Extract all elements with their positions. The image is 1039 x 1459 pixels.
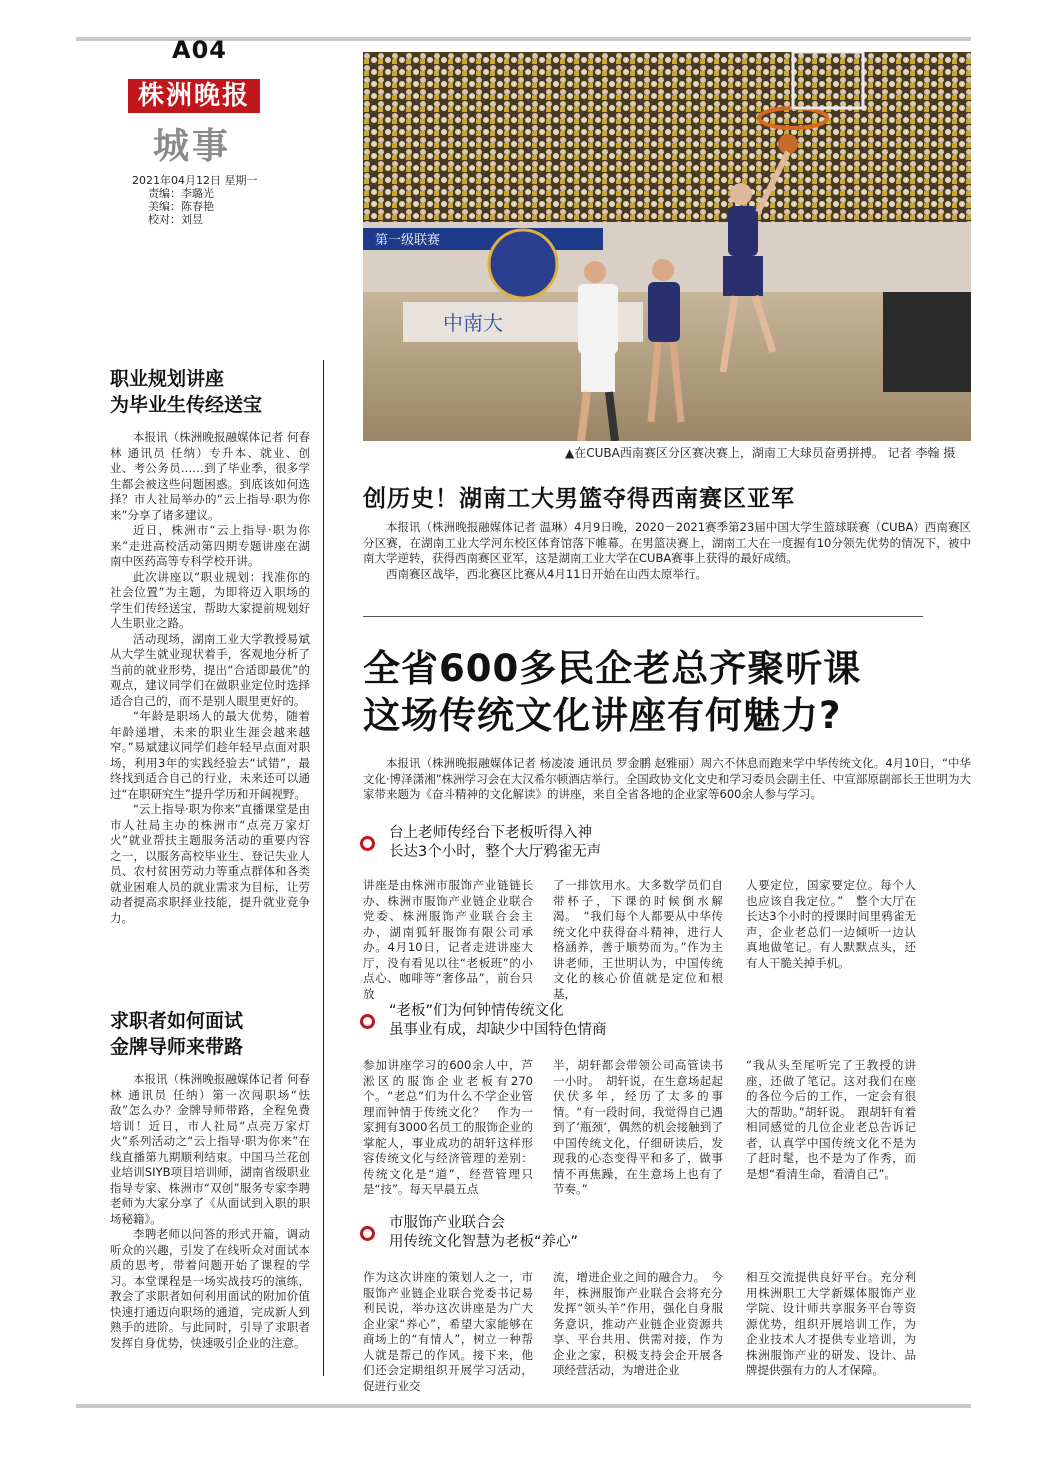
red-ring-icon (360, 836, 375, 851)
banner-text: 第一级联赛 (375, 233, 441, 248)
side-story-2-title-line1: 求职者如何面试 (110, 1010, 244, 1032)
story-1-paragraph: 本报讯（株洲晚报融媒体记者 温琳）4月9日晚，2020－2021赛季第23届中国大学生篮球联赛（CUBA）西南赛区分区赛，在湖南工业大学河东校区体育馆落下帷幕。在男篮决赛上，湖南工大在一度握有10分领先优势的情况下，被中南大学逆转，获得西南赛区亚军，这是湖南工业大学在CUBA赛事上获得的最好成绩。 (363, 520, 971, 565)
subhead-1 (360, 824, 601, 862)
red-ring-icon (360, 1226, 375, 1241)
designer-credit: 美编：陈春艳 (148, 200, 214, 213)
side-story-1-paragraph: “年龄是职场人的最大优势，随着年龄递增，未来的职业生涯会越来越窄。”易斌建议同学们趁年轻早点面对职场，利用3年的实践经验去“试错”，最终找到适合自己的行业，未来还可以通过“在职研究生”提升学历和开阔视野。 (110, 709, 310, 801)
newspaper-logo: 株洲晚报 (128, 79, 260, 113)
subsection-1-column: 了一排饮用水。大多数学员们自带杯子，下课的时候倒水解渴。 “我们每个人都要从中华传统文化中获得奋斗精神，进行人格涵养，善于顺势而为。”作为主讲老师，王世明认为，中国传统文化的核心价值就是定位和根基， (553, 878, 723, 1001)
subhead-1-line1: 台上老师传经台下老板听得入神 (389, 825, 592, 841)
side-story-1-body (110, 430, 310, 926)
story-divider (363, 616, 923, 617)
subsection-3-column: 相互交流提供良好平台。充分利用株洲职工大学新媒体服饰产业学院、设计师共享服务平台等资源优势，组织开展培训工作，为企业技术人才提供专业培训，为株洲服饰产业的研发、设计、品牌提供强有力的人才保障。 (746, 1270, 916, 1377)
side-story-1-paragraph: 此次讲座以“职业规划：找准你的社会位置”为主题，为即将迈入职场的学生们传经送宝，帮助大家提前规划好人生职业之路。 (110, 569, 310, 630)
subhead-2 (360, 1002, 607, 1040)
subhead-1-line2: 长达3个小时，整个大厅鸦雀无声 (389, 844, 602, 860)
subsection-3-column: 流，增进企业之间的融合力。 今年，株洲服饰产业联合会将充分发挥“领头羊”作用，强化自身服务意识，推动产业链企业资源共享、平台共用、供需对接，作为企业之家，积极支持会企开展各项经营活动，为增进企业 (553, 1270, 723, 1377)
story-1-body (363, 520, 971, 582)
issue-date: 2021年04月12日 星期一 (132, 174, 258, 187)
side-story-2-body (110, 1072, 310, 1351)
side-story-2-paragraph: 李聘老师以问答的形式开篇，调动听众的兴趣，引发了在线听众对面试本质的思考，带着问题开始了课程的学习。本堂课程是一场实战技巧的演练，教会了求职者如何利用面试的附加价值快速打通迈向职场的通道，完成新人到熟手的进阶。与此同时，引导了求职者发挥自身优势，快速吸引企业的注意。 (110, 1227, 310, 1350)
subsection-2-column: 参加讲座学习的600余人中，芦淞区的服饰企业老板有270个。“老总”们为什么不学企业管理而钟情于传统文化？ 作为一家拥有3000名员工的服饰企业的掌舵人，事业成功的胡轩这样形容传统文化与经济管理的差别：传统文化是“道”，经营管理只是“技”。每天早晨五点 (363, 1058, 533, 1196)
side-story-1-paragraph: 本报讯（株洲晚报融媒体记者 何春林 通讯员 任纳）专升本、就业、创业、考公务员……到了毕业季，很多学生都会被这些问题困惑。到底该如何选择？市人社局举办的“云上指导·职为你来”分享了诸多建议。 (110, 430, 310, 522)
photo-caption: ▲在CUBA西南赛区分区赛决赛上，湖南工大球员奋勇拼搏。 记者 李翰 摄 (565, 446, 956, 460)
bottom-rule (76, 1404, 971, 1408)
story-2-headline-line2: 这场传统文化讲座有何魅力? (363, 694, 842, 737)
basketball (778, 134, 798, 154)
story-2-headline (363, 645, 861, 739)
column-divider (323, 360, 324, 1376)
subhead-3-line2: 用传统文化智慧为老板“养心” (389, 1234, 579, 1250)
venue-sign-text: 中南大 (443, 311, 503, 335)
side-story-1-paragraph: 近日，株洲市“云上指导·职为你来”走进高校活动第四期专题讲座在湖南中医药高等专科学校开讲。 (110, 523, 310, 568)
basketball-photo (363, 52, 971, 441)
subhead-2-line1: “老板”们为何钟情传统文化 (389, 1003, 564, 1019)
side-story-1-title-line1: 职业规划讲座 (110, 368, 225, 390)
story-2-lead (363, 756, 971, 803)
story-2-lead-paragraph: 本报讯（株洲晚报融媒体记者 杨凌凌 通讯员 罗金鹏 赵雅丽）周六不休息而跑来学中华传统文化。4月10日，“中华文化·博泽潇湘”株洲学习会在大汉希尔顿酒店举行。全国政协文化文史和学习委员会副主任、中宣部原副部长王世明为大家带来题为《奋斗精神的文化解读》的讲座，来自全省各地的企业家等600余人参与学习。 (363, 756, 971, 801)
side-story-1-title-line2: 为毕业生传经送宝 (110, 394, 263, 416)
section-title: 城事 (153, 125, 232, 167)
side-story-1-paragraph: “云上指导·职为你来”直播课堂是由市人社局主办的株洲市“点亮万家灯火”就业帮扶主题服务活动的重要内容之一，以服务高校毕业生、登记失业人员、农村贫困劳动力等重点群体和各类就业困难人员的就业需求为目标，让劳动者提高求职择业技能，提升就业竞争力。 (110, 802, 310, 925)
story-1-paragraph: 西南赛区战毕，西北赛区比赛从4月11日开始在山西太原举行。 (386, 566, 707, 581)
subsection-1-column: 讲座是由株洲市服饰产业链链长办、株洲市服饰产业链企业联合党委、株洲服饰产业联合会主办，湖南狐轩服饰有限公司承办。4月10日，记者走进讲座大厅，没有看见以往“老板班”的小点心、咖啡等“奢侈品”，前台只放 (363, 878, 533, 1001)
story-2-headline-line1: 全省600多民企老总齐聚听课 (363, 647, 862, 690)
subsection-2-column: “我从头至尾听完了王教授的讲座，还做了笔记。这对我们在座的各位今后的工作，一定会有很大的帮助。”胡轩说。 跟胡轩有着相同感觉的几位企业老总告诉记者，认真学中国传统文化不是为了赶时髦，也不是为了作秀，而是想“看清生命，看清自己”。 (746, 1058, 916, 1181)
subsection-3-column: 作为这次讲座的策划人之一，市服饰产业链企业联合党委书记易利民说，举办这次讲座是为广大企业家“养心”，希望大家能够在商场上的“有情人”，树立一种帮人就是帮己的作风。接下来，他们还会定期组织开展学习活动，促进行业交 (363, 1270, 533, 1393)
proofreader-credit: 校对：刘昱 (148, 213, 203, 226)
side-story-1-paragraph: 活动现场，湖南工业大学教授易斌从大学生就业现状着手，客观地分析了当前的就业形势，提出“合适即最优”的观点，建议同学们在做职业定位时选择适合自己的，而不是别人眼里更好的。 (110, 631, 310, 708)
red-ring-icon (360, 1014, 375, 1029)
side-story-2-title-line2: 金牌导师来带路 (110, 1036, 244, 1058)
basketball-photo-illustration (363, 52, 971, 441)
side-story-1-title (110, 366, 262, 418)
subhead-2-line2: 虽事业有成，却缺少中国特色情商 (389, 1022, 607, 1038)
league-logo (489, 230, 557, 298)
subsection-2-column: 半，胡轩都会带领公司高管读书一小时。 胡轩说，在生意场起起伏伏多年，经历了太多的事情。“有一段时间，我觉得自己遇到了‘瓶颈’，偶然的机会接触到了中国传统文化，仔细研读后，发现我的心态变得平和多了，做事情不再焦躁，在生意场上也有了节奏。” (553, 1058, 723, 1196)
side-story-2-title (110, 1008, 243, 1060)
page-number: A04 (172, 36, 227, 64)
side-story-2-paragraph: 本报讯（株洲晚报融媒体记者 何春林 通讯员 任纳）第一次闯职场“怯敌”怎么办？金牌导师带路，全程免费培训！近日，市人社局“点亮万家灯火”系列活动之“云上指导·职为你来”在线直播第九期顺利结束。中国马兰花创业培训SIYB项目培训师，湖南省级职业指导专家、株洲市“双创”服务专家李聘老师为大家分享了《从面试到入职的职场秘籍》。 (110, 1072, 310, 1226)
editor-credit: 责编：李璐光 (148, 187, 214, 200)
story-1-headline: 创历史！湖南工大男篮夺得西南赛区亚军 (363, 486, 795, 512)
subsection-1-column: 人要定位，国家要定位。每个人也应该自我定位。” 整个大厅在长达3个小时的授课时间里鸦雀无声，企业老总们一边倾听一边认真地做笔记。有人默默点头，还有人干脆关掉手机。 (746, 878, 916, 970)
subhead-3 (360, 1214, 578, 1252)
subhead-3-line1: 市服饰产业联合会 (389, 1215, 505, 1231)
